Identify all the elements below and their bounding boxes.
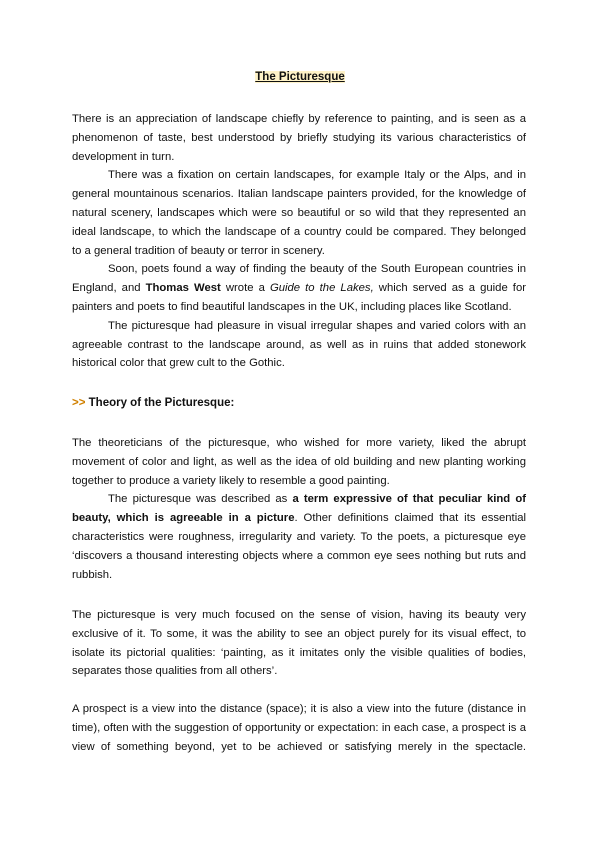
intro-paragraph-3 xyxy=(72,260,526,316)
intro-p3-text-a: Soon, poets found a way of finding the beauty of the South European countries in England, and xyxy=(72,263,526,295)
theory-p2-bold: a term expressive of that peculiar kind of beauty, which is agreeable in a picture xyxy=(72,493,526,525)
theory-section-a xyxy=(72,434,526,584)
theory-p2-text-b: . Other definitions claimed that its essential characteristics were roughness, irregularity and variety. To the poets, a picturesque eye ‘discovers a thousand interesting objects where a common eye sees nothing but ruts and rubbish. xyxy=(72,512,526,581)
intro-section xyxy=(72,110,526,373)
intro-paragraph-2: There was a fixation on certain landscapes, for example Italy or the Alps, and in general mountainous scenarios. Italian landscape painters provided, for the knowledge of natural scenery, landscapes which were so beautiful or so wild that they represented an ideal landscape, to which the landscape of a country could be compared. They belonged to a general tradition of beauty or terror in scenery. xyxy=(72,169,526,257)
section-heading xyxy=(72,397,234,409)
intro-paragraph-4: The picturesque had pleasure in visual irregular shapes and varied colors with an agreeable contrast to the landscape around, as well as in ruins that added stonework historical color that grew cult to the Gothic. xyxy=(72,319,526,370)
intro-p3-text-b: wrote a xyxy=(220,282,270,295)
book-title: Guide to the Lakes, xyxy=(269,282,374,295)
intro-paragraph-1: There is an appreciation of landscape chiefly by reference to painting, and is seen as a phenomenon of taste, best understood by briefly studying its various characteristics of development in turn. xyxy=(72,113,526,163)
page-title-text: The Picturesque xyxy=(255,71,345,83)
intro-p3-text-c: which served as a guide for painters and poets to find beautiful landscapes in the UK, including places like Scotland. xyxy=(72,282,526,313)
theory-p2-text-a: The picturesque was described as xyxy=(108,493,293,506)
theory-paragraph-1: The theoreticians of the picturesque, who wished for more variety, liked the abrupt movement of color and light, as well as the idea of old building and new planting working together to produce a variety likely to resemble a good painting. xyxy=(72,437,526,487)
theory-paragraph-3: The picturesque is very much focused on the sense of vision, having its beauty very exclusive of it. To some, it was the ability to see an object purely for its visual effect, to isolate its pictorial qualities: ‘painting, as it imitates only the visible qualities of bodies, separates those qualities from all others’. xyxy=(72,609,526,678)
theory-section-b xyxy=(72,606,526,681)
theory-paragraph-2 xyxy=(72,490,526,584)
author-name: Thomas West xyxy=(145,282,221,295)
theory-paragraph-4: A prospect is a view into the distance (space); it is also a view into the future (distance in time), often with the suggestion of opportunity or expectation: in each case, a prospect is a view of something beyond, yet to be achieved or satisfying merely in the spectacle. xyxy=(72,703,526,753)
section-arrow: >> xyxy=(72,397,86,409)
section-heading-text: Theory of the Picturesque: xyxy=(88,397,235,409)
page-title xyxy=(0,71,600,83)
theory-section-c xyxy=(72,700,526,756)
